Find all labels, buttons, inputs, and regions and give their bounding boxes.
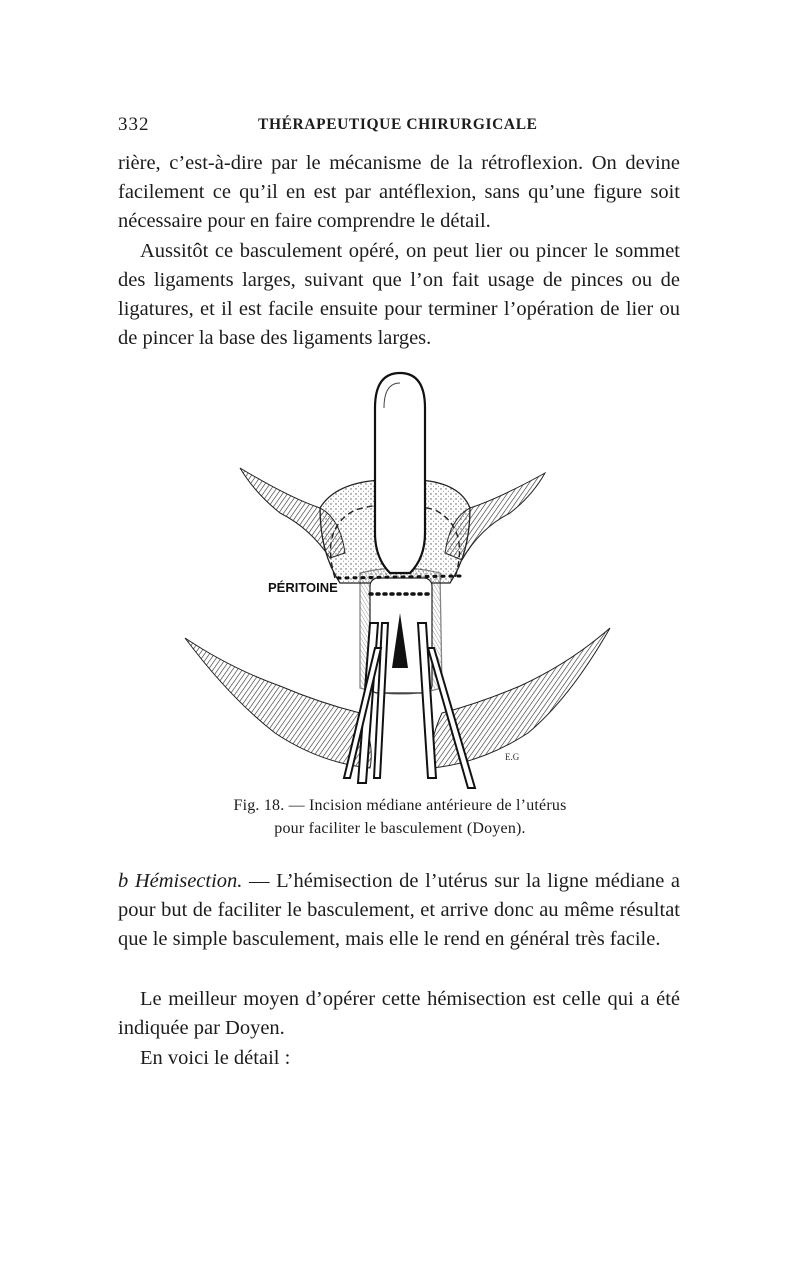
- uterus-incision-drawing: [170, 368, 630, 793]
- peritoine-label: PÉRITOINE: [268, 580, 338, 595]
- page-number: 332: [118, 114, 150, 135]
- figure-caption-line-1: Fig. 18. — Incision médiane antérieure de l’utérus: [233, 797, 567, 814]
- surgical-illustration: [170, 368, 630, 793]
- running-title: THÉRAPEUTIQUE CHIRURGICALE: [258, 116, 538, 133]
- paragraph-basculement: Aussitôt ce basculement opéré, on peut lier ou pincer le sommet des ligaments larges, suivant que l’on fait usage de pinces ou de ligatures, et il est facile ensuite pour terminer l’opération de lier ou de pincer la base des ligaments larges.: [118, 240, 680, 349]
- retractor-blade: [375, 373, 425, 573]
- engraver-signature: E.G: [505, 752, 520, 762]
- paragraph-hemisection-text: — L’hémisection de l’utérus sur la ligne médiane a pour but de faciliter le basculement, et arrive donc au même résultat que le simple basculement, mais elle le rend en général très facile.: [118, 870, 680, 950]
- paragraph-hemisection: [118, 867, 680, 954]
- section-heading-hemisection: b Hémisection.: [118, 870, 243, 892]
- paragraph-detail-intro: En voici le détail :: [140, 1047, 291, 1069]
- lower-left-labium: [185, 638, 371, 768]
- running-header: [118, 114, 680, 138]
- paragraph-retroflexion: rière, c’est-à-dire par le mécanisme de la rétroflexion. On devine facilement ce qu’il en est par antéflexion, sans qu’une figure soit nécessaire pour en faire comprendre le détail.: [118, 152, 680, 232]
- paragraph-doyen-method: Le meilleur moyen d’opérer cette hémisection est celle qui a été indiquée par Doyen.: [118, 988, 680, 1039]
- figure-caption-line-2: pour faciliter le basculement (Doyen).: [274, 820, 526, 837]
